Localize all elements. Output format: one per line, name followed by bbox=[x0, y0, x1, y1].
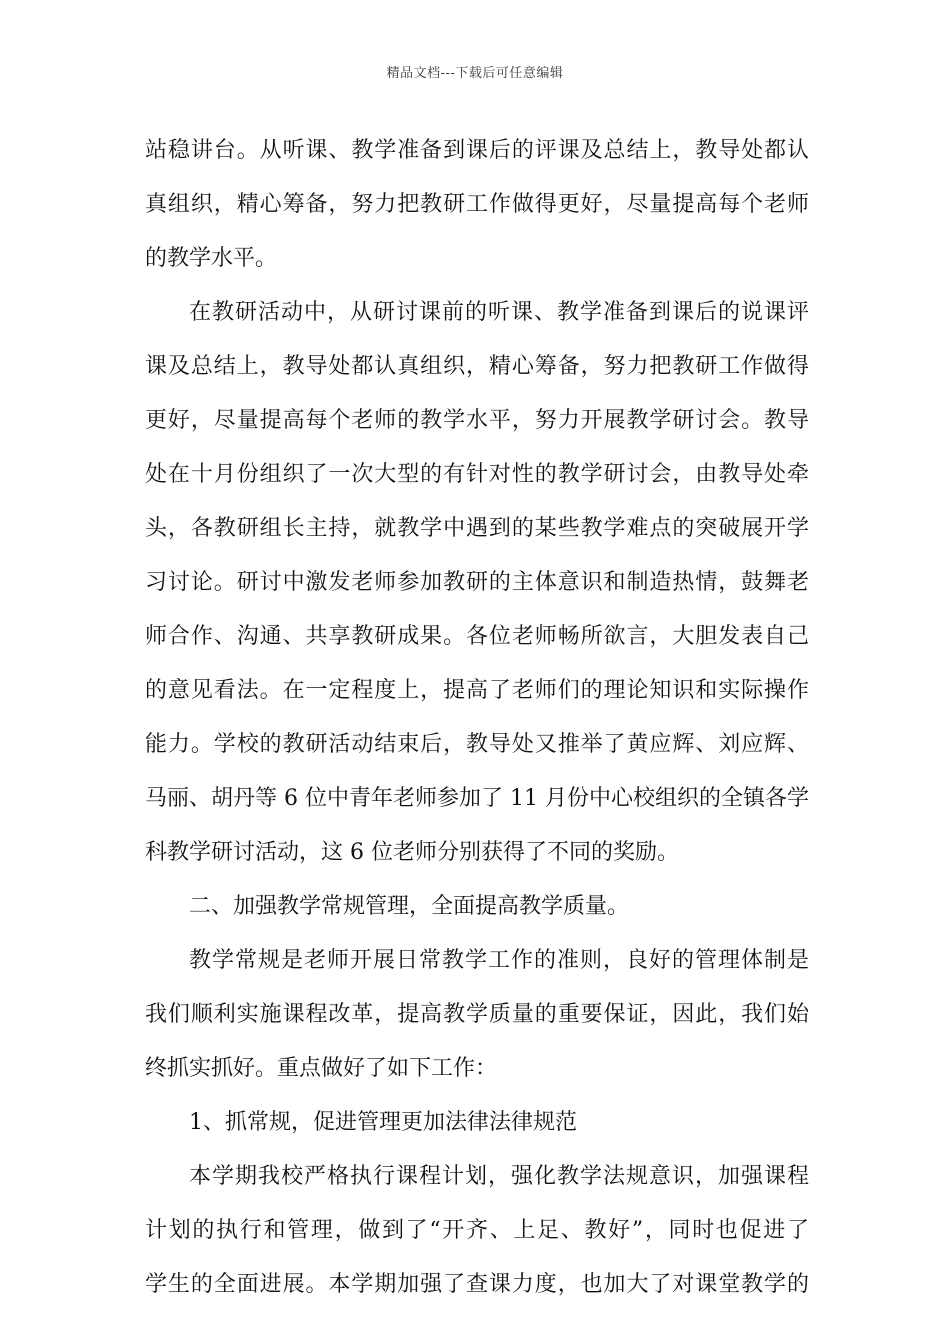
document-body bbox=[145, 124, 809, 1312]
text-line: 的意见看法。在一定程度上，提高了老师们的理论知识和实际操作 bbox=[145, 678, 809, 703]
text-line: 在教研活动中，从研讨课前的听课、教学准备到课后的说课评 bbox=[189, 300, 809, 325]
text-line: 头，各教研组长主持，就教学中遇到的某些教学难点的突破展开学 bbox=[145, 516, 809, 541]
text-line: 真组织，精心筹备，努力把教研工作做得更好，尽量提高每个老师 bbox=[145, 192, 809, 217]
text-line: 计划的执行和管理，做到了“开齐、上足、教好”，同时也促进了 bbox=[145, 1218, 809, 1243]
text-line: 教学常规是老师开展日常教学工作的准则，良好的管理体制是 bbox=[189, 948, 809, 973]
text-line: 习讨论。研讨中激发老师参加教研的主体意识和制造热情，鼓舞老 bbox=[145, 570, 809, 595]
text-line: 处在十月份组织了一次大型的有针对性的教学研讨会，由教导处牵 bbox=[145, 462, 809, 487]
text-line: 科教学研讨活动，这 6 位老师分别获得了不同的奖励。 bbox=[145, 840, 679, 865]
text-line: 站稳讲台。从听课、教学准备到课后的评课及总结上，教导处都认 bbox=[145, 138, 809, 163]
page-header: 精品文档---下载后可任意编辑 bbox=[386, 66, 564, 81]
text-line: 能力。学校的教研活动结束后，教导处又推举了黄应辉、刘应辉、 bbox=[145, 732, 809, 757]
text-line: 二、加强教学常规管理，全面提高教学质量。 bbox=[189, 894, 630, 919]
text-line: 师合作、沟通、共享教研成果。各位老师畅所欲言，大胆发表自己 bbox=[145, 624, 809, 649]
text-line: 学生的全面进展。本学期加强了查课力度，也加大了对课堂教学的 bbox=[145, 1272, 809, 1297]
text-line: 我们顺利实施课程改革，提高教学质量的重要保证，因此，我们始 bbox=[145, 1002, 809, 1027]
text-line: 1、抓常规，促进管理更加法律法律规范 bbox=[189, 1110, 577, 1135]
text-line: 更好，尽量提高每个老师的教学水平，努力开展教学研讨会。教导 bbox=[145, 408, 809, 433]
text-line: 马丽、胡丹等 6 位中青年老师参加了 11 月份中心校组织的全镇各学 bbox=[145, 786, 809, 811]
text-line: 的教学水平。 bbox=[145, 246, 278, 271]
text-line: 本学期我校严格执行课程计划，强化教学法规意识，加强课程 bbox=[189, 1164, 809, 1189]
text-line: 终抓实抓好。重点做好了如下工作： bbox=[145, 1056, 498, 1081]
text-line: 课及总结上，教导处都认真组织，精心筹备，努力把教研工作做得 bbox=[145, 354, 809, 379]
